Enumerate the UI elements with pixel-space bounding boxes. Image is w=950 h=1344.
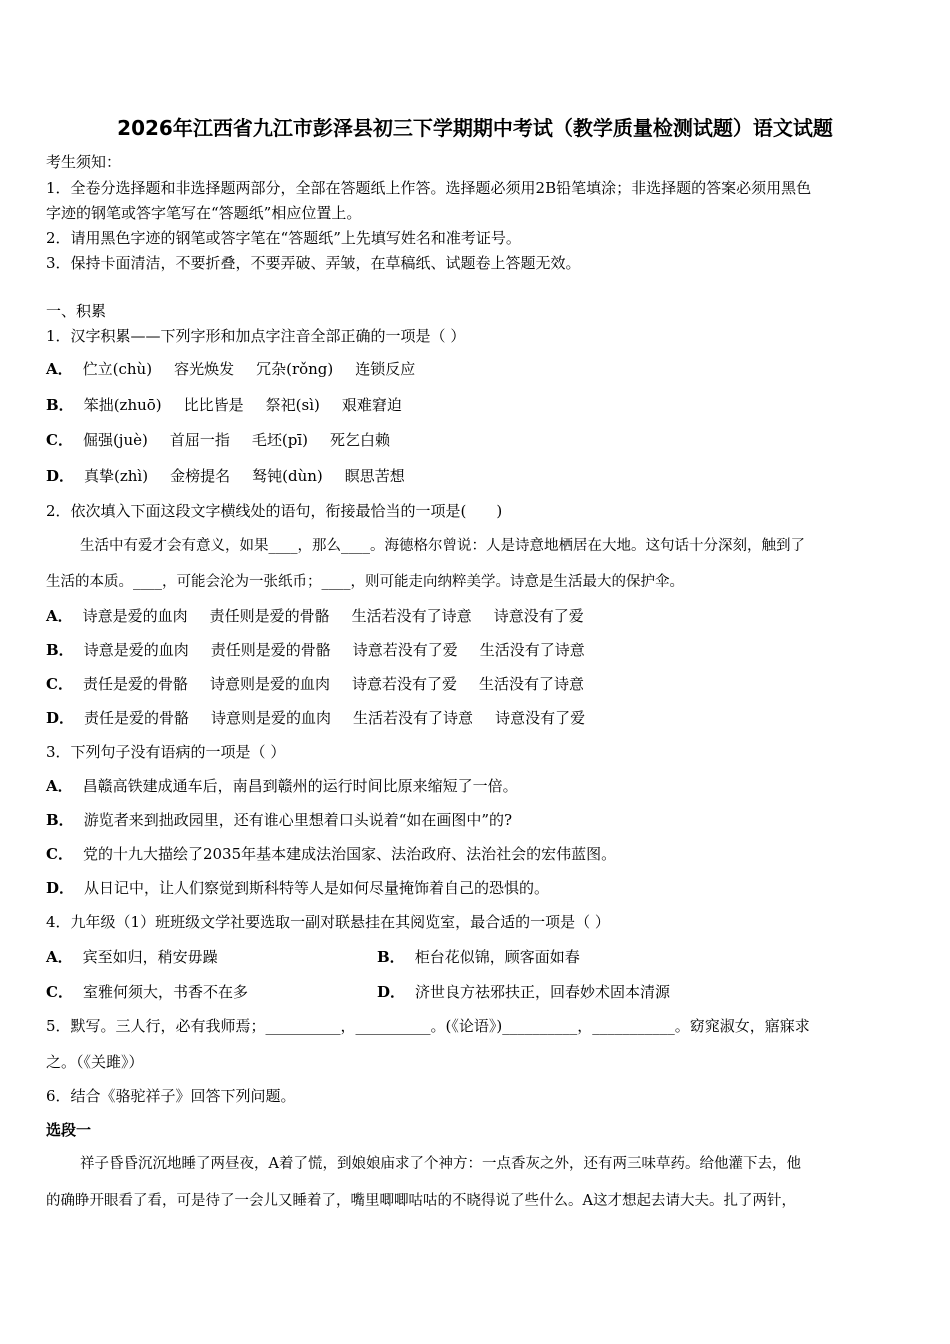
- q2-option-d: [46, 708, 585, 728]
- option-part: 诗意没有了爱: [495, 709, 586, 727]
- option-part: 生活若没有了诗意: [353, 709, 474, 727]
- option-text: 党的十九大描绘了2035年基本建成法治国家、法治政府、法治社会的宏伟蓝图。: [82, 845, 617, 863]
- q2-option-a: [46, 606, 584, 626]
- option-part: 诗意没有了爱: [493, 607, 584, 625]
- question-5-line: 5．默写。三人行，必有我师焉；__________，__________。(《论语》)__________，___________。窈窕淑女，寤寐求: [46, 1017, 810, 1035]
- option-label: C．: [46, 675, 73, 693]
- option-label: D．: [46, 709, 75, 727]
- question-1-stem: 1．汉字积累——下列字形和加点字注音全部正确的一项是（ ）: [46, 327, 466, 345]
- option-text: 室雅何须大，书香不在多: [82, 983, 248, 1001]
- notice-item: 1．全卷分选择题和非选择题两部分，全部在答题纸上作答。选择题必须用2B铅笔填涂；非选择题的答案必须用黑色: [46, 179, 812, 197]
- option-label: C．: [46, 431, 73, 449]
- option-label: B．: [46, 641, 74, 659]
- option-part: 毛坯(pī): [251, 431, 308, 449]
- option-label: C．: [46, 983, 73, 1001]
- question-6-stem: 6．结合《骆驼祥子》回答下列问题。: [46, 1087, 296, 1105]
- notice-heading: 考生须知：: [46, 153, 122, 171]
- option-part: 诗意是爱的血肉: [82, 607, 188, 625]
- option-part: 容光焕发: [174, 360, 235, 378]
- option-part: 连锁反应: [355, 360, 416, 378]
- option-part: 诗意若没有了爱: [351, 675, 457, 693]
- option-part: 生活没有了诗意: [479, 641, 585, 659]
- option-part: 诗意是爱的血肉: [83, 641, 189, 659]
- excerpt-paragraph: 的确睁开眼看了看，可是待了一会儿又睡着了，嘴里唧唧咕咕的不晓得说了些什么。A这才想起去请大夫。扎了两针，: [46, 1193, 796, 1209]
- option-part: 责任则是爱的骨骼: [210, 641, 331, 659]
- q3-option-a: [46, 776, 518, 796]
- q4-option-d: [377, 982, 670, 1002]
- option-part: 祭祀(sì): [265, 396, 320, 414]
- q3-option-b: [46, 810, 512, 830]
- option-part: 瞑思苦想: [344, 467, 405, 485]
- option-label: B．: [377, 948, 405, 966]
- option-part: 死乞白赖: [329, 431, 390, 449]
- option-part: 比比皆是: [183, 396, 244, 414]
- notice-item: 2．请用黑色字迹的钢笔或答字笔在“答题纸”上先填写姓名和准考证号。: [46, 229, 521, 247]
- q3-option-c: [46, 844, 616, 864]
- q2-passage: 生活中有爱才会有意义，如果____，那么____。海德格尔曾说：人是诗意地栖居在大地。这句话十分深刻，触到了: [80, 538, 805, 554]
- option-label: A．: [46, 607, 73, 625]
- q1-option-a: [46, 359, 415, 379]
- q4-option-b: [377, 947, 580, 967]
- question-3-stem: 3．下列句子没有语病的一项是（ ）: [46, 743, 286, 761]
- option-part: 驽钝(dùn): [252, 467, 323, 485]
- option-label: A．: [46, 777, 73, 795]
- excerpt-paragraph: 祥子昏昏沉沉地睡了两昼夜，A着了慌，到娘娘庙求了个神方：一点香灰之外，还有两三味草药。给他灌下去，他: [80, 1156, 801, 1172]
- option-part: 责任是爱的骨骼: [82, 675, 188, 693]
- option-part: 诗意则是爱的血肉: [209, 675, 330, 693]
- page-title: 2026年江西省九江市彭泽县初三下学期期中考试（教学质量检测试题）语文试题: [117, 116, 833, 140]
- q1-option-d: [46, 466, 405, 486]
- option-text: 昌赣高铁建成通车后，南昌到赣州的运行时间比原来缩短了一倍。: [82, 777, 518, 795]
- option-part: 首屈一指: [169, 431, 230, 449]
- option-text: 柜台花似锦，顾客面如春: [414, 948, 580, 966]
- option-text: 游览者来到拙政园里，还有谁心里想着口头说着“如在画图中”的?: [83, 811, 513, 829]
- excerpt-label: 选段一: [46, 1121, 92, 1139]
- q2-option-c: [46, 674, 584, 694]
- option-part: 伫立(chù): [82, 360, 153, 378]
- option-label: A．: [46, 360, 73, 378]
- q4-option-a: [46, 947, 218, 967]
- option-part: 诗意若没有了爱: [352, 641, 458, 659]
- question-4-stem: 4．九年级（1）班班级文学社要选取一副对联悬挂在其阅览室，最合适的一项是（ ）: [46, 913, 610, 931]
- q4-option-c: [46, 982, 248, 1002]
- option-label: D．: [46, 467, 75, 485]
- option-part: 真挚(zhì): [84, 467, 149, 485]
- option-label: D．: [377, 983, 406, 1001]
- q2-passage: 生活的本质。____，可能会沦为一张纸币；____，则可能走向纳粹美学。诗意是生活最大的保护伞。: [46, 574, 684, 590]
- option-label: C．: [46, 845, 73, 863]
- option-label: D．: [46, 879, 75, 897]
- option-part: 责任则是爱的骨骼: [209, 607, 330, 625]
- q1-option-c: [46, 430, 390, 450]
- option-label: B．: [46, 811, 74, 829]
- option-part: 笨拙(zhuō): [83, 396, 162, 414]
- option-label: B．: [46, 396, 74, 414]
- option-part: 冗杂(rǒng): [256, 360, 334, 378]
- option-part: 艰难窘迫: [341, 396, 402, 414]
- option-text: 从日记中，让人们察觉到斯科特等人是如何尽量掩饰着自己的恐惧的。: [84, 879, 550, 897]
- option-part: 责任是爱的骨骼: [84, 709, 190, 727]
- option-text: 济世良方祛邪扶正，回春妙术固本清源: [415, 983, 671, 1001]
- section-heading: 一、积累: [46, 302, 107, 320]
- q1-option-b: [46, 395, 402, 415]
- question-2-stem: 2．依次填入下面这段文字横线处的语句，衔接最恰当的一项是( ): [46, 502, 503, 520]
- option-part: 生活若没有了诗意: [351, 607, 472, 625]
- notice-item: 3．保持卡面清洁，不要折叠，不要弄破、弄皱，在草稿纸、试题卷上答题无效。: [46, 254, 581, 272]
- option-part: 倔强(juè): [82, 431, 148, 449]
- option-part: 诗意则是爱的血肉: [211, 709, 332, 727]
- option-label: A．: [46, 948, 73, 966]
- q3-option-d: [46, 878, 549, 898]
- option-text: 宾至如归，稍安毋躁: [82, 948, 218, 966]
- notice-item: 字迹的钢笔或答字笔写在“答题纸”相应位置上。: [46, 204, 362, 222]
- q2-option-b: [46, 640, 585, 660]
- option-part: 生活没有了诗意: [479, 675, 585, 693]
- option-part: 金榜提名: [170, 467, 231, 485]
- question-5-line: 之。（《关雎》）: [46, 1053, 144, 1071]
